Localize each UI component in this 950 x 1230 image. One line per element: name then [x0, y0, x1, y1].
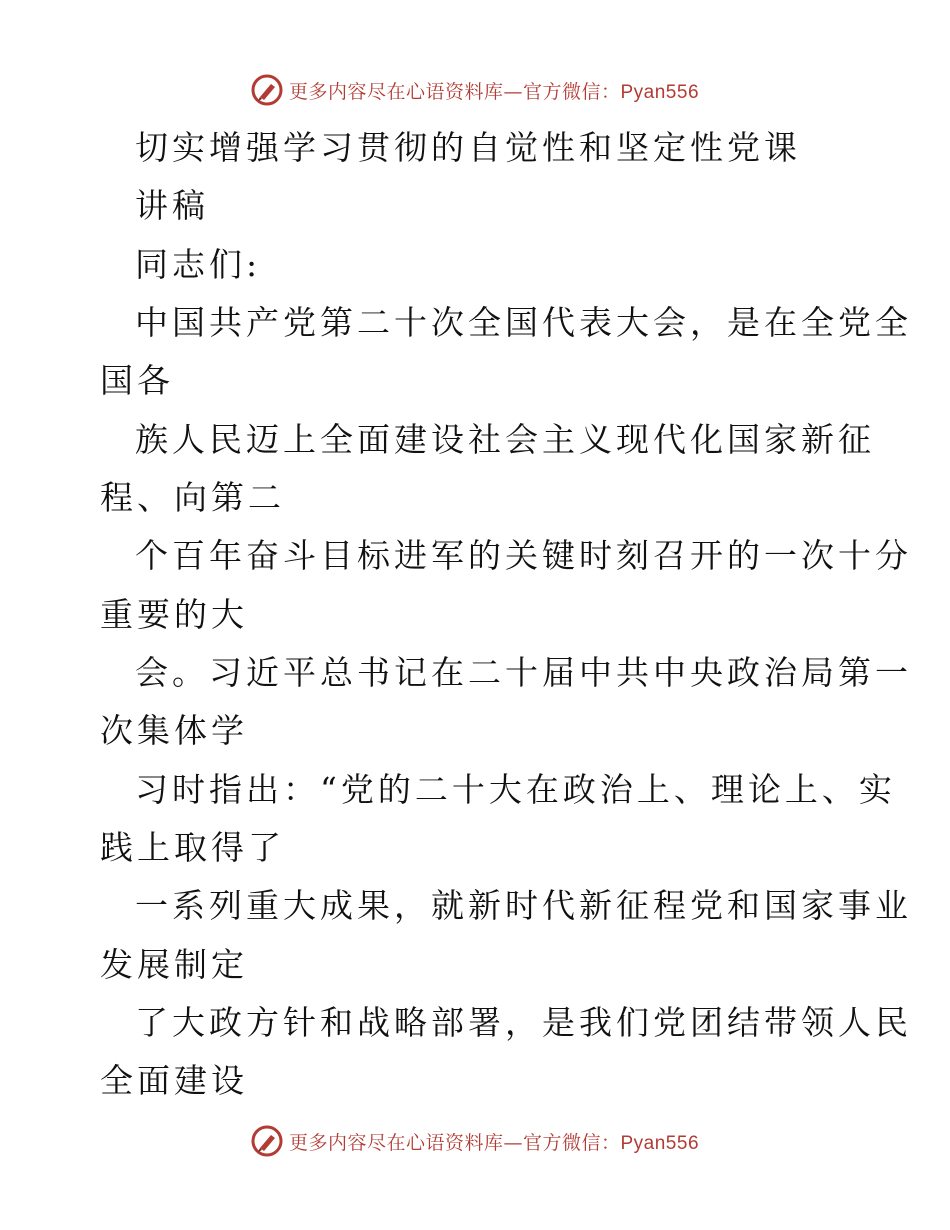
paragraph-line: 重要的大 — [100, 595, 248, 634]
paragraph-line: 族人民迈上全面建设社会主义现代化国家新征 — [135, 420, 875, 459]
watermark-text: 更多内容尽在心语资料库—官方微信：Pyan556 — [288, 1131, 700, 1154]
paragraph-line: 会。习近平总书记在二十届中共中央政治局第一 — [135, 653, 912, 692]
paragraph-line: 次集体学 — [100, 711, 248, 750]
paragraph-line: 了大政方针和战略部署，是我们党团结带领人民 — [135, 1003, 912, 1042]
greeting: 同志们: — [135, 245, 262, 284]
footer-watermark — [0, 1121, 950, 1161]
paragraph-line: 个百年奋斗目标进军的关键时刻召开的一次十分 — [135, 536, 912, 575]
pen-circle-icon — [251, 1125, 283, 1157]
paragraph-line: 发展制定 — [100, 945, 248, 984]
paragraph-line: 习时指出：“党的二十大在政治上、理论上、实 — [135, 770, 896, 809]
pen-circle-icon — [251, 74, 283, 106]
paragraph-line: 程、向第二 — [100, 478, 285, 517]
watermark-text: 更多内容尽在心语资料库—官方微信：Pyan556 — [288, 80, 700, 103]
document-title-line-2: 讲稿 — [135, 186, 209, 225]
document-title-line-1: 切实增强学习贯彻的自觉性和坚定性党课 — [135, 128, 801, 167]
header-watermark — [0, 70, 950, 110]
paragraph-line: 一系列重大成果，就新时代新征程党和国家事业 — [135, 886, 912, 925]
paragraph-line: 全面建设 — [100, 1061, 248, 1100]
paragraph-line: 中国共产党第二十次全国代表大会，是在全党全 — [135, 303, 912, 342]
paragraph-line: 国各 — [100, 361, 174, 400]
paragraph-line: 践上取得了 — [100, 828, 285, 867]
